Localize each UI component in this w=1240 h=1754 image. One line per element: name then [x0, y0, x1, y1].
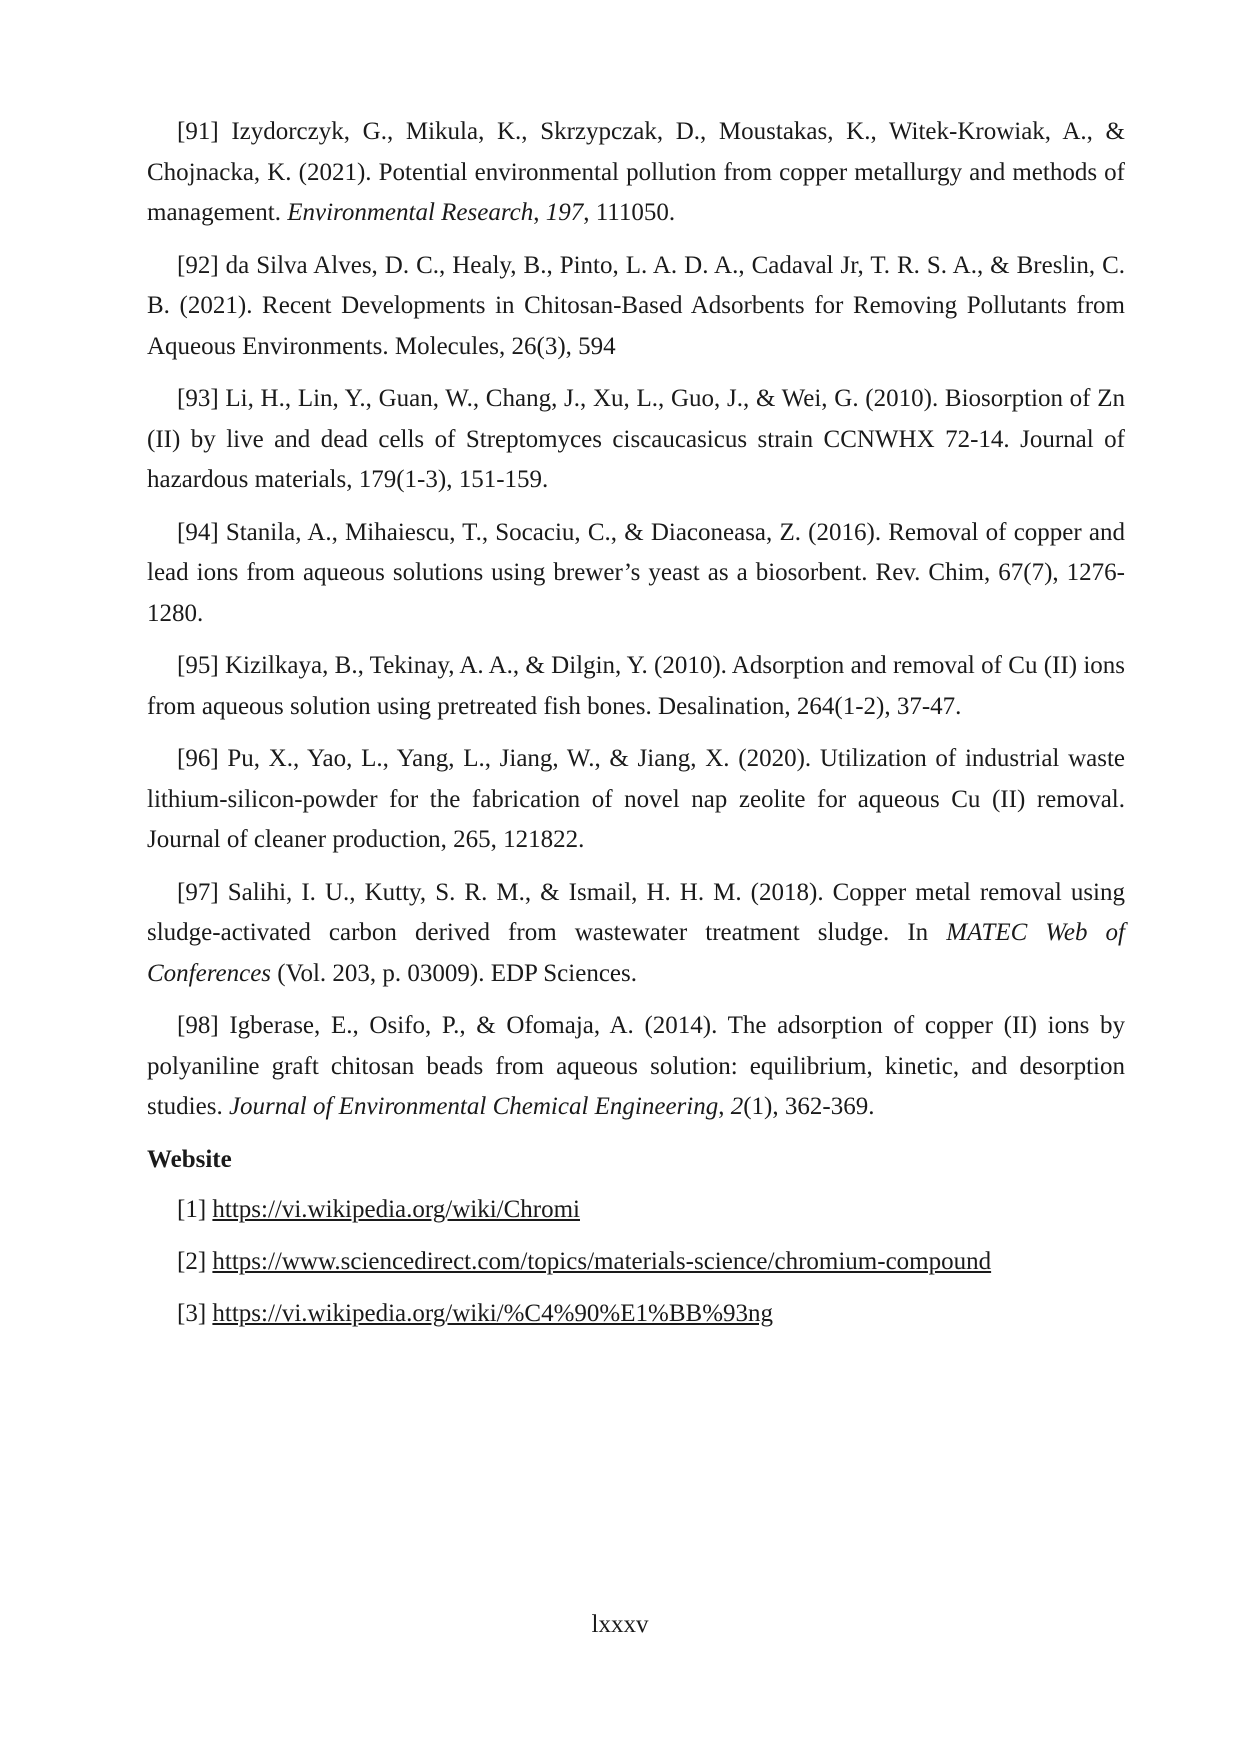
reference-number: [96] — [177, 745, 219, 772]
reference-number: [91] — [177, 118, 219, 145]
website-heading: Website — [147, 1145, 232, 1173]
website-number: [1] — [177, 1195, 207, 1223]
reference-page — [147, 112, 1125, 1346]
website-item-1 — [177, 1190, 1125, 1230]
reference-96: [96] Pu, X., Yao, L., Yang, L., Jiang, W., & Jiang, X. (2020). Utilization of industrial waste lithium-silicon-powder for the fabrication of novel nap zeolite for aqueous Cu (II) removal. Journal of cleaner production, 265, 121822. — [147, 745, 1125, 853]
reference-94: [94] Stanila, A., Mihaiescu, T., Socaciu, C., & Diaconeasa, Z. (2016). Removal of copper and lead ions from aqueous solutions using brewer’s yeast as a biosorbent. Rev. Chim, 67(7), 1276-1280. — [147, 518, 1125, 627]
reference-number: [95] — [177, 652, 219, 679]
reference-number: [98] — [177, 1012, 219, 1039]
website-number: [2] — [177, 1247, 207, 1275]
website-item-3 — [177, 1294, 1125, 1334]
reference-98: [98] Igberase, E., Osifo, P., & Ofomaja, A. (2014). The adsorption of copper (II) ions by polyaniline graft chitosan beads from aqueous solution: equilibrium, kinetic, and desorption studies. Journal of Environmental Chemical Engineering, 2(1), 362-369. — [147, 1012, 1125, 1120]
reference-92: [92] da Silva Alves, D. C., Healy, B., Pinto, L. A. D. A., Cadaval Jr, T. R. S. A., & Breslin, C. B. (2021). Recent Developments in Chitosan-Based Adsorbents for Removing Pollutants from Aqueous Environments. Molecules, 26(3), 594 — [147, 251, 1125, 360]
journal-volume: 197 — [545, 199, 584, 226]
reference-number: [94] — [177, 518, 219, 546]
reference-91: [91] Izydorczyk, G., Mikula, K., Skrzypczak, D., Moustakas, K., Witek-Krowiak, A., & Chojnacka, K. (2021). Potential environmental pollution from copper metallurgy and methods of management. Environmental Research, 197, 111050. — [147, 118, 1125, 226]
reference-95: [95] Kizilkaya, B., Tekinay, A. A., & Dilgin, Y. (2010). Adsorption and removal of Cu (II) ions from aqueous solution using pretreated fish bones. Desalination, 264(1-2), 37-47. — [147, 652, 1125, 720]
reference-number: [92] — [177, 251, 219, 279]
page-number: lxxxv — [591, 1611, 649, 1638]
reference-number: [93] — [177, 385, 219, 412]
journal-title: Environmental Research — [287, 199, 534, 226]
website-link[interactable]: https://vi.wikipedia.org/wiki/%C4%90%E1%BB%93ng — [212, 1299, 774, 1327]
website-number: [3] — [177, 1299, 207, 1327]
website-item-2 — [177, 1242, 1125, 1282]
reference-93: [93] Li, H., Lin, Y., Guan, W., Chang, J., Xu, L., Guo, J., & Wei, G. (2010). Biosorption of Zn (II) by live and dead cells of Streptomyces ciscaucasicus strain CCNWHX 72-14. Journal of hazardous materials, 179(1-3), 151-159. — [147, 385, 1125, 493]
website-link[interactable]: https://www.sciencedirect.com/topics/materials-science/chromium-compound — [212, 1247, 992, 1275]
reference-97: [97] Salihi, I. U., Kutty, S. R. M., & Ismail, H. H. M. (2018). Copper metal removal using sludge-activated carbon derived from wastewater treatment sludge. In MATEC Web of Conferences (Vol. 203, p. 03009). EDP Sciences. — [147, 878, 1126, 987]
website-link[interactable]: https://vi.wikipedia.org/wiki/Chromi — [212, 1195, 580, 1223]
journal-title: MATEC Web of Conferences — [147, 919, 1126, 987]
journal-title: Journal of Environmental Chemical Engineering — [228, 1093, 719, 1120]
reference-number: [97] — [177, 878, 219, 906]
journal-volume: 2 — [730, 1093, 744, 1120]
